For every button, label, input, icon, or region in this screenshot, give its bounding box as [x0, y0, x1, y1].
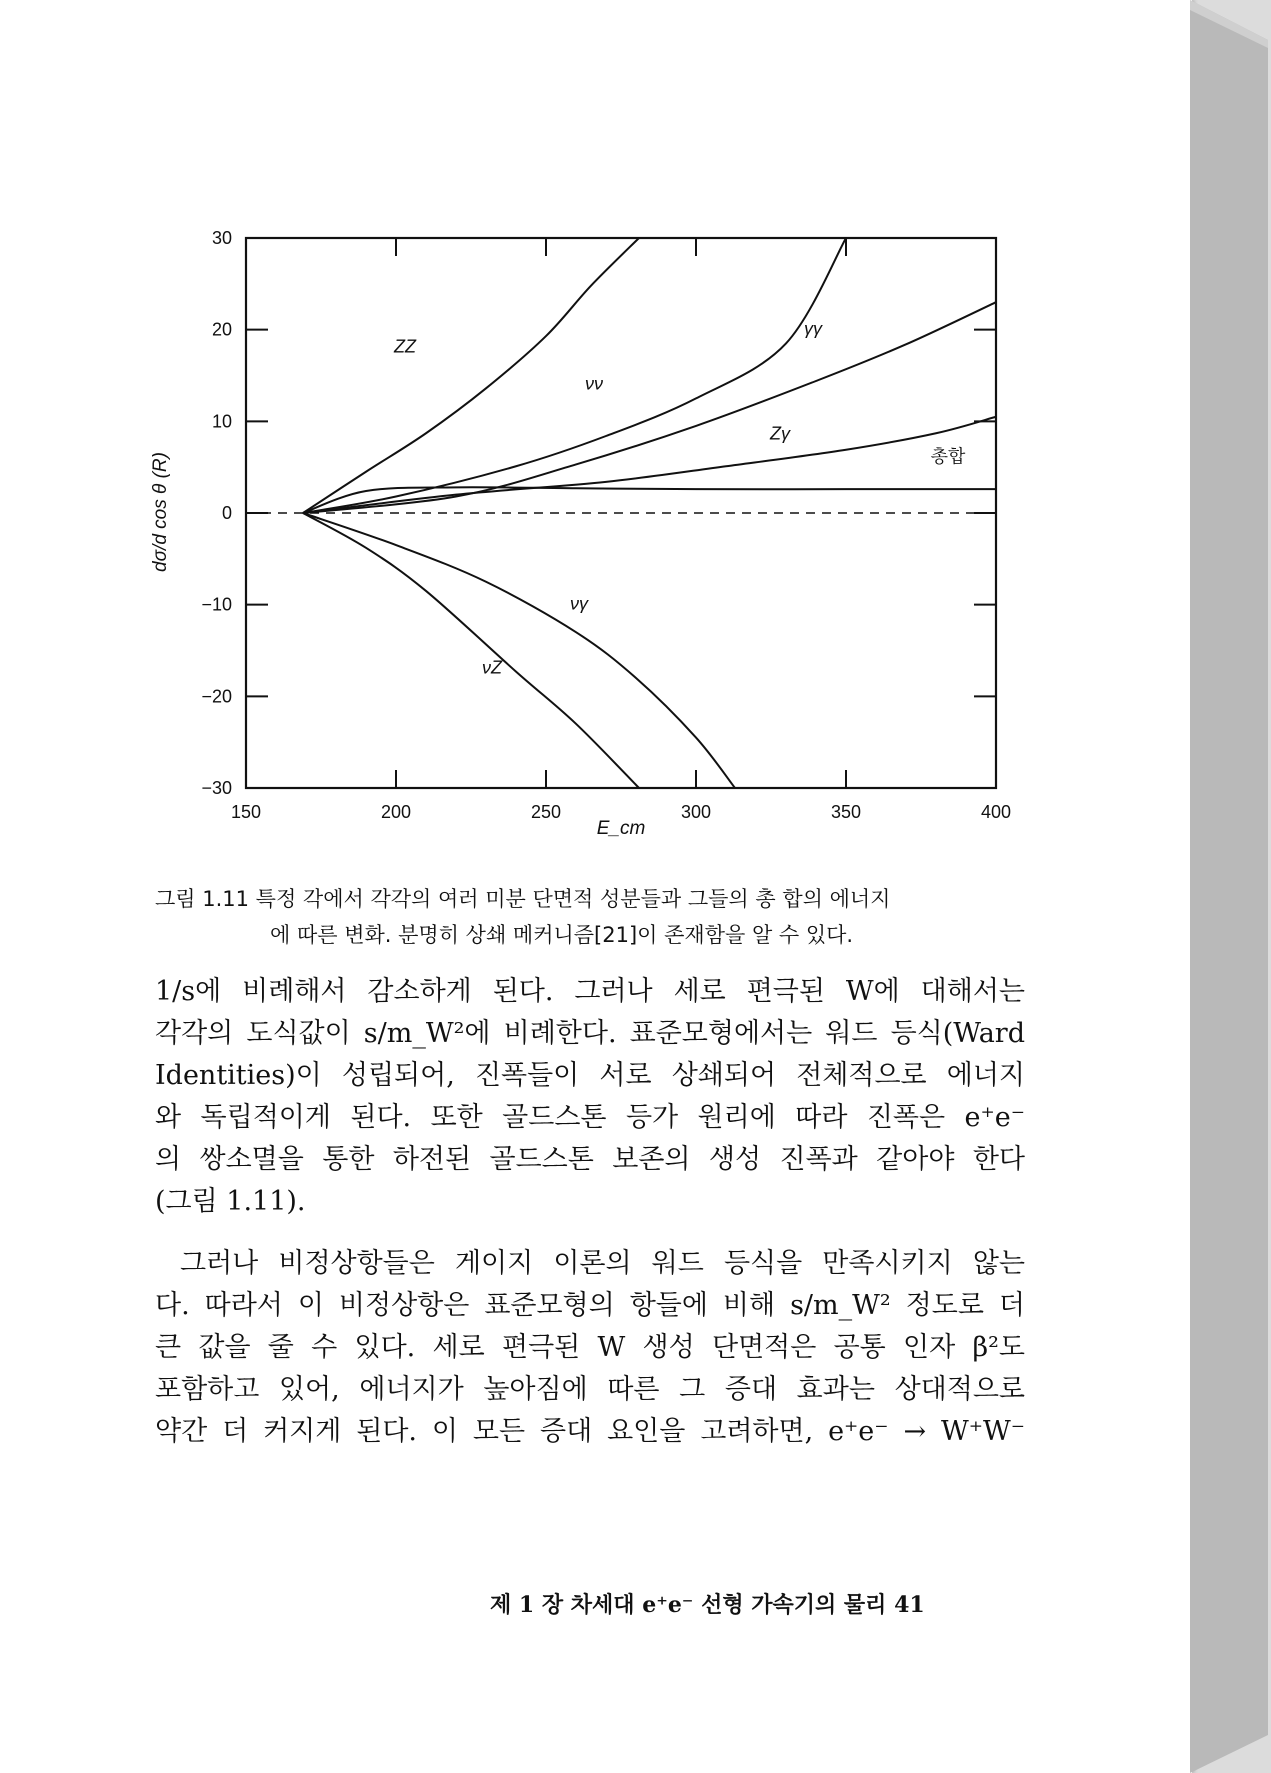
y-tick-label: 30: [211, 228, 232, 248]
x-tick-label: 400: [980, 802, 1012, 822]
y-tick-label: −20: [201, 686, 232, 707]
x-tick-label: 200: [380, 802, 412, 822]
x-tick-label: 300: [680, 802, 712, 822]
body-line: 포함하고 있어, 에너지가 높아짐에 따른 그 증대 효과는 상대적으로: [155, 1374, 1025, 1405]
series-label-νZ: νZ: [482, 657, 502, 678]
y-tick-label: 20: [211, 319, 232, 340]
series-label-총합: 총합: [930, 446, 966, 467]
series-label-Zγ: Zγ: [770, 423, 790, 444]
body-line: 1/s에 비례해서 감소하게 된다. 그러나 세로 편극된 W에 대해서는: [155, 976, 1025, 1007]
body-line: 와 독립적이게 된다. 또한 골드스톤 등가 원리에 따라 진폭은 e⁺e⁻: [155, 1102, 1025, 1133]
series-line-νZ: [303, 513, 639, 788]
series-label-ZZ: ZZ: [394, 336, 416, 357]
x-axis-ticks: [231, 238, 1011, 822]
x-axis-label: E_cm: [596, 818, 646, 839]
body-line: 그러나 비정상항들은 게이지 이론의 워드 등식을 만족시키지 않는: [180, 1248, 1025, 1279]
y-tick-label: −10: [201, 594, 232, 615]
x-tick-label: 350: [830, 802, 862, 822]
y-tick-label: −30: [201, 778, 232, 798]
series-line-γγ: [303, 302, 996, 513]
series-line-νγ: [303, 513, 735, 788]
series-line-Zγ: [303, 417, 996, 513]
book-edge: [1190, 0, 1271, 1773]
body-line: (그림 1.11).: [155, 1186, 306, 1217]
body-line: 각각의 도식값이 s/m_W²에 비례한다. 표준모형에서는 워드 등식(Ward: [155, 1018, 1025, 1049]
body-line: Identities)이 성립되어, 진폭들이 서로 상쇄되어 전체적으로 에너지: [155, 1060, 1025, 1091]
page-footer: 제 1 장 차세대 e⁺e⁻ 선형 가속기의 물리 41: [490, 1592, 925, 1618]
series-label-γγ: γγ: [804, 318, 822, 339]
y-axis-label: dσ/d cos θ (R): [150, 452, 171, 572]
figure-caption-line-2: 에 따른 변화. 분명히 상쇄 메커니즘[21]이 존재함을 알 수 있다.: [270, 923, 854, 947]
body-line: 의 쌍소멸을 통한 하전된 골드스톤 보존의 생성 진폭과 같아야 한다: [155, 1144, 1025, 1175]
y-tick-label: 0: [221, 503, 232, 523]
series-labels: [393, 318, 966, 677]
figure-caption-line-1: 그림 1.11 특정 각에서 각각의 여러 미분 단면적 성분들과 그들의 총 합의 에너지: [155, 887, 891, 911]
x-tick-label: 250: [530, 802, 562, 822]
series-label-νγ: νγ: [570, 593, 588, 614]
body-line: 다. 따라서 이 비정상항은 표준모형의 항들에 비해 s/m_W² 정도로 더: [155, 1290, 1025, 1321]
body-line: 큰 값을 줄 수 있다. 세로 편극된 W 생성 단면적은 공통 인자 β²도: [155, 1332, 1025, 1363]
series-label-νν: νν: [585, 373, 603, 394]
y-tick-label: 10: [211, 411, 232, 432]
x-tick-label: 150: [230, 802, 262, 822]
body-line: 약간 더 커지게 된다. 이 모든 증대 요인을 고려하면, e⁺e⁻ → W⁺W⁻: [155, 1416, 1025, 1447]
series-line-νν: [303, 238, 846, 513]
cross-section-chart: [140, 220, 1020, 880]
